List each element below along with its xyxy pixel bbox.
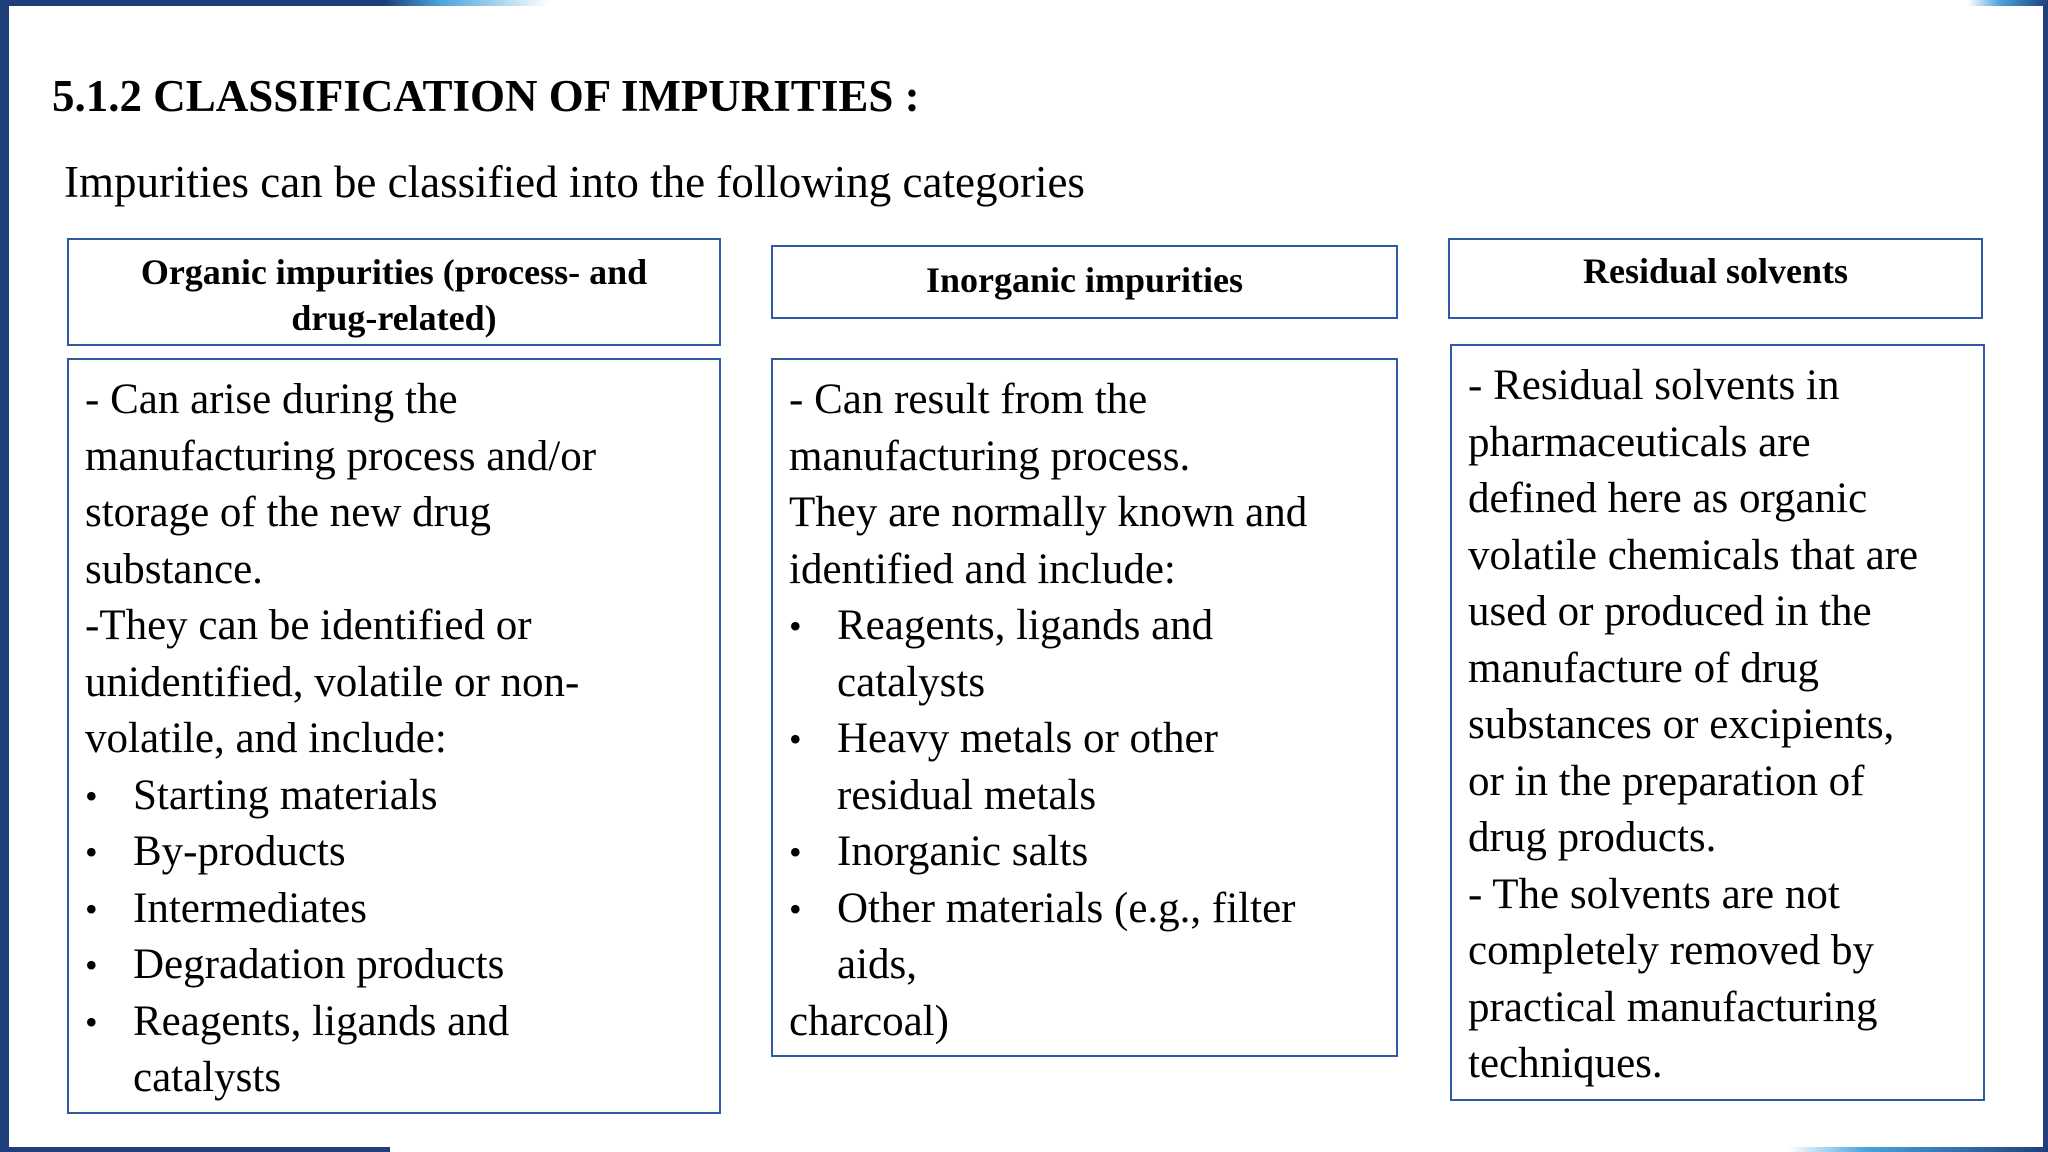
residual-text-line: manufacture of drug xyxy=(1468,644,1820,692)
residual-text-line: used or produced in the xyxy=(1468,588,1872,635)
organic-text-line: - Can arise during the xyxy=(85,376,458,423)
inorganic-bullet-text: residual metals xyxy=(837,771,1097,819)
residual-text-line: - The solvents are not xyxy=(1468,870,1840,918)
bullet-icon: • xyxy=(85,888,98,929)
frame-bottom-right-accent xyxy=(1788,1147,2048,1152)
inorganic-bullet-item xyxy=(789,598,1380,711)
inorganic-bullet-text: catalysts xyxy=(837,658,986,706)
residual-text-line: substances or excipients, xyxy=(1468,701,1895,748)
bullet-icon: • xyxy=(789,606,802,646)
intro-text: Impurities can be classified into the following categories xyxy=(64,157,1085,207)
residual-heading-box xyxy=(1448,238,1983,319)
bullet-icon: • xyxy=(789,832,802,872)
inorganic-text-line: identified and include: xyxy=(789,545,1176,593)
residual-heading-line: Residual solvents xyxy=(1582,251,1849,291)
inorganic-bullet-item xyxy=(789,711,1380,824)
organic-bullet-text: Degradation products xyxy=(133,941,505,988)
organic-bullet-item xyxy=(85,937,703,994)
organic-text-line: substance. xyxy=(85,545,263,593)
bullet-icon: • xyxy=(789,719,802,759)
residual-content-box xyxy=(1450,344,1985,1101)
residual-text-line: - Residual solvents in xyxy=(1468,362,1840,409)
inorganic-text-line: manufacturing process. xyxy=(789,432,1191,480)
organic-bullet-item xyxy=(85,824,703,881)
frame-top-right-accent xyxy=(1968,0,2048,6)
organic-heading-box xyxy=(67,238,721,346)
bullet-icon: • xyxy=(85,832,98,872)
inorganic-bullet-item xyxy=(789,881,1380,994)
organic-text-line: unidentified, volatile or non- xyxy=(85,658,580,706)
residual-text-line: techniques. xyxy=(1468,1040,1663,1087)
inorganic-text-line: They are normally known and xyxy=(789,489,1308,536)
bullet-icon: • xyxy=(85,1001,98,1042)
organic-heading-line: drug-related) xyxy=(291,298,497,338)
inorganic-bullet-item xyxy=(789,824,1380,881)
inorganic-bullet-text: Other materials (e.g., filter xyxy=(837,884,1296,932)
organic-bullet-text: Intermediates xyxy=(133,884,368,932)
section-title: 5.1.2 CLASSIFICATION OF IMPURITIES : xyxy=(52,71,920,121)
bullet-icon: • xyxy=(789,888,802,929)
inorganic-heading-line: Inorganic impurities xyxy=(925,260,1243,300)
frame-bottom-accent xyxy=(0,1147,390,1152)
organic-heading-line: Organic impurities (process- and xyxy=(140,252,648,292)
residual-text-line: defined here as organic xyxy=(1468,475,1868,522)
organic-bullet-text: catalysts xyxy=(133,1054,282,1101)
bullet-icon: • xyxy=(85,775,98,816)
organic-text-line: volatile, and include: xyxy=(85,715,447,762)
inorganic-trailing-text: charcoal) xyxy=(789,997,949,1045)
organic-bullet-text: By-products xyxy=(133,828,346,875)
inorganic-content-box xyxy=(771,358,1398,1057)
frame-right-bar xyxy=(2043,0,2048,1152)
organic-text-line: -They can be identified or xyxy=(85,602,532,649)
inorganic-heading-box xyxy=(771,245,1398,319)
organic-content-box xyxy=(67,358,721,1114)
residual-text-line: completely removed by xyxy=(1468,927,1874,974)
frame-left-bar xyxy=(0,0,9,1152)
inorganic-text-line: - Can result from the xyxy=(789,376,1148,423)
bullet-icon: • xyxy=(85,945,98,985)
inorganic-bullet-text: Inorganic salts xyxy=(837,828,1089,875)
residual-text-line: or in the preparation of xyxy=(1468,757,1865,805)
frame-top-accent xyxy=(0,0,550,6)
organic-bullet-item xyxy=(85,994,703,1107)
residual-text-line: pharmaceuticals are xyxy=(1468,418,1811,466)
inorganic-bullet-text: Heavy metals or other xyxy=(837,715,1218,762)
residual-text-line: practical manufacturing xyxy=(1468,983,1878,1031)
inorganic-bullet-text: aids, xyxy=(837,941,918,988)
residual-text-line: volatile chemicals that are xyxy=(1468,531,1919,579)
organic-text-line: storage of the new drug xyxy=(85,489,491,536)
residual-text-line: drug products. xyxy=(1468,814,1717,861)
organic-bullet-item xyxy=(85,768,703,825)
organic-bullet-text: Reagents, ligands and xyxy=(133,997,510,1045)
organic-bullet-item xyxy=(85,881,703,938)
inorganic-bullet-text: Reagents, ligands and xyxy=(837,602,1214,649)
organic-text-line: manufacturing process and/or xyxy=(85,432,597,480)
organic-bullet-text: Starting materials xyxy=(133,771,438,819)
